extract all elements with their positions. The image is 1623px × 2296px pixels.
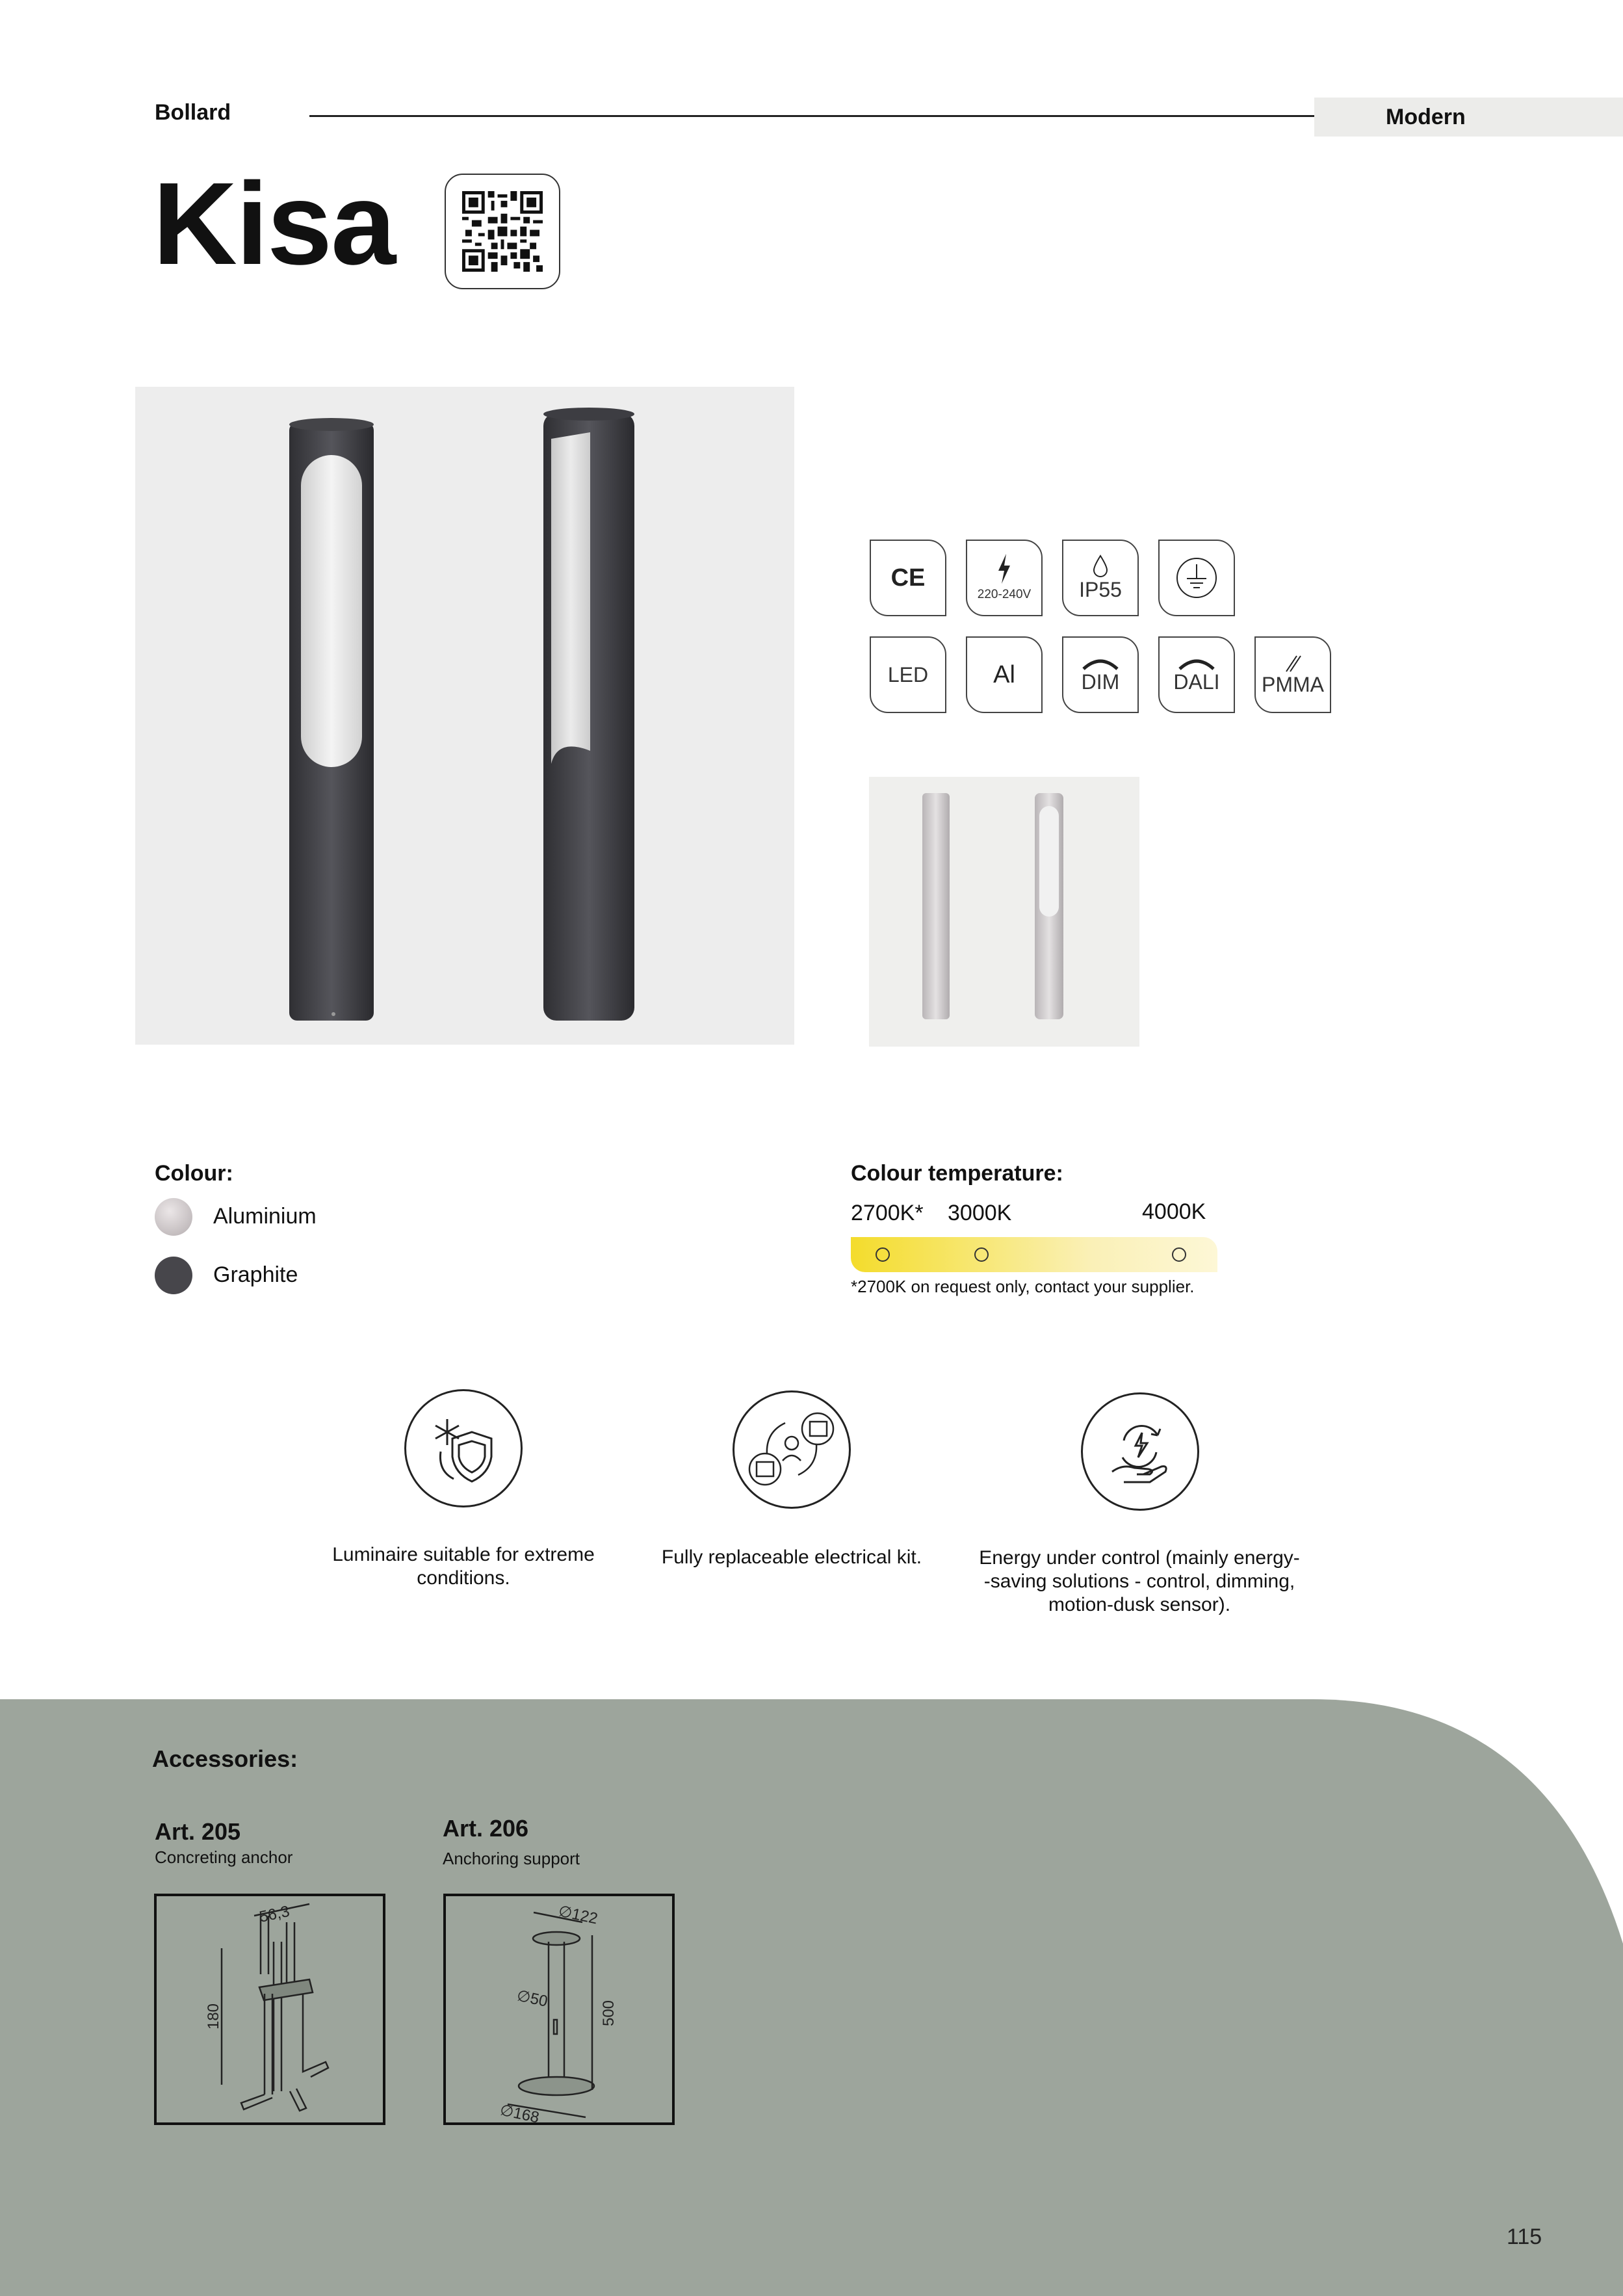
colour-title: Colour: [155,1161,233,1186]
dim-label: DIM [1081,670,1120,694]
earth-ground-icon [1158,540,1235,616]
pmma-lines-icon [1280,653,1306,673]
accessories-title: Accessories: [152,1745,298,1772]
hand-energy-icon [1098,1409,1182,1494]
colour-temperature-title: Colour temperature: [851,1161,1063,1186]
dim-label-50: ∅50 [515,1987,549,2011]
colour-name-graphite: Graphite [213,1262,298,1287]
extreme-conditions-shield-icon [404,1389,523,1507]
dali-label: DALI [1173,670,1220,694]
style-tag-label: Modern [1386,104,1466,129]
voltage-icon [966,540,1043,616]
category-label: Bollard [155,100,231,125]
dim-label-500: 500 [600,2000,617,2027]
temp-2700k: 2700K* [851,1201,924,1225]
pmma-label: PMMA [1262,672,1324,696]
art-205-desc: Concreting anchor [155,1847,293,1867]
temp-3000k: 3000K [948,1201,1012,1225]
replaceable-kit-icon [733,1390,851,1509]
concreting-anchor-drawing [157,1896,383,2122]
feature-text-line: Energy under control (mainly energy- [979,1547,1300,1569]
dali-arc-icon [1177,656,1216,670]
aluminium-icon [966,636,1043,713]
led-icon [870,636,946,713]
ground-symbol-icon [1174,555,1219,601]
voltage-label: 220-240V [977,588,1032,601]
feature-text-energy-control [961,1546,1318,1617]
temperature-gradient-bar [851,1237,1217,1272]
feature-text-line: -saving solutions - control, dimming, [983,1571,1295,1592]
lightning-bolt-icon [996,554,1013,584]
temp-marker-2700k [876,1247,890,1262]
pmma-icon [1254,636,1331,713]
swatch-graphite [155,1257,192,1294]
energy-control-hand-icon [1081,1392,1199,1511]
page-number: 115 [1507,2224,1542,2249]
feature-text-extreme-conditions [316,1543,611,1590]
kit-exchange-icon [746,1407,837,1492]
ce-mark-icon [870,540,946,616]
ce-mark-label: CE [890,564,926,592]
qr-code[interactable] [445,174,560,289]
header-rule [309,115,1314,117]
art-206-code: Art. 206 [443,1815,529,1842]
dim-label-122: ∅122 [556,1902,599,1928]
anchoring-support-drawing [446,1896,672,2122]
swatch-aluminium [155,1198,192,1236]
temp-4000k: 4000K [1142,1199,1206,1224]
water-drop-icon [1091,554,1110,578]
ip-rating-icon [1062,540,1139,616]
product-photo-graphite [135,387,794,1045]
feature-text-line: motion-dusk sensor). [1048,1594,1231,1615]
dim-icon [1062,636,1139,713]
temperature-note: *2700K on request only, contact your supplier. [851,1277,1195,1296]
feature-text-line: conditions. [417,1567,510,1589]
bollard-aluminium-illustration [869,777,1139,1047]
drawing-concreting-anchor [154,1894,385,2125]
ip-rating-label: IP55 [1079,577,1122,601]
product-photo-aluminium [869,777,1139,1047]
style-tag [1314,98,1623,137]
dim-label-168: ∅168 [498,2101,541,2122]
bollard-illustration [135,387,794,1045]
product-title: Kisa [153,159,395,289]
temp-marker-4000k [1172,1247,1186,1262]
dim-arc-icon [1081,656,1120,670]
colour-name-aluminium: Aluminium [213,1204,317,1229]
temp-marker-3000k [974,1247,989,1262]
art-206-desc: Anchoring support [443,1849,580,1868]
led-label: LED [887,662,929,686]
aluminium-label: Al [993,660,1015,688]
feature-text-line: Fully replaceable electrical kit. [661,1546,922,1568]
art-205-code: Art. 205 [155,1818,241,1845]
feature-text-line: Luminaire suitable for extreme [332,1544,595,1565]
dim-label-180: 180 [205,2003,222,2030]
drawing-anchoring-support [443,1894,675,2125]
snowflake-shield-icon [421,1406,506,1491]
feature-text-replaceable-kit [643,1546,940,1569]
qr-code-icon [462,191,543,272]
dali-icon [1158,636,1235,713]
dim-label-56-3: 56,3 [257,1902,291,1926]
